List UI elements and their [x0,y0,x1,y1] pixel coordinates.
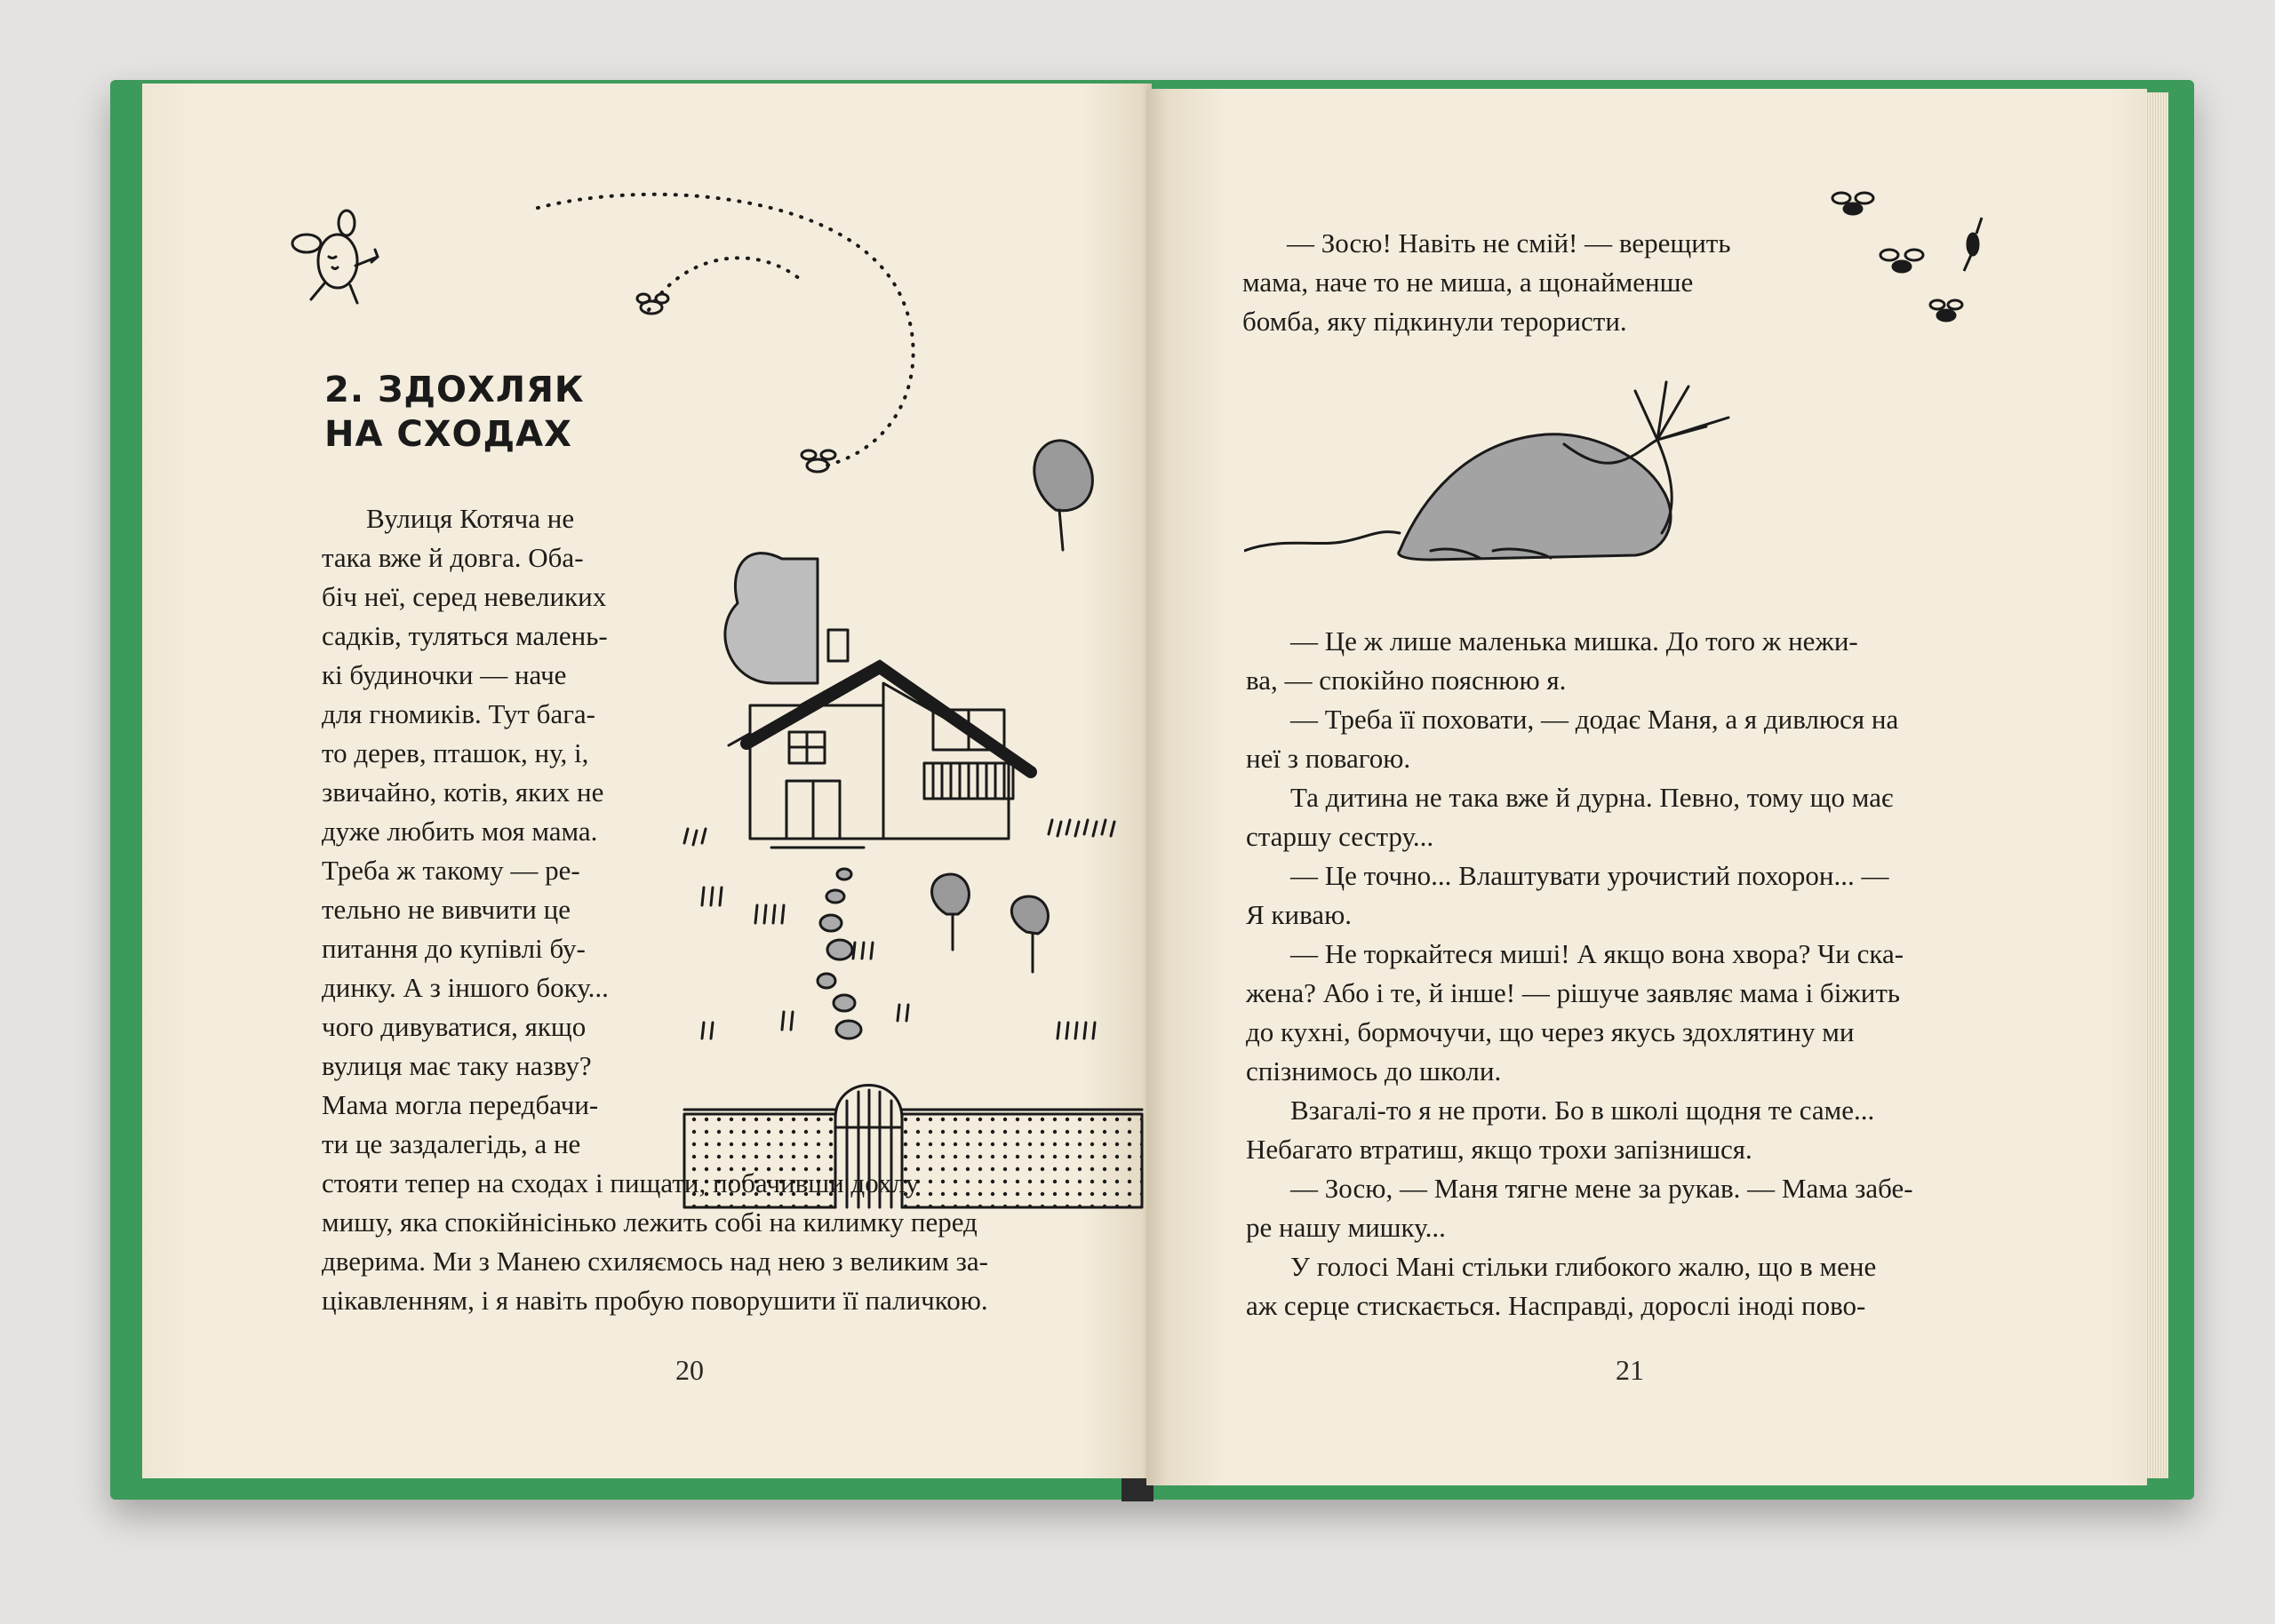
page-number-left: 20 [675,1354,704,1386]
text-line: старшу сестру... [1246,821,1434,852]
text-line: — Це ж лише маленька мишка. До того ж нежи- [1290,625,1858,657]
text-line: бомба, яку підкинули терористи. [1242,306,1627,337]
text-line: дверима. Ми з Манею схиляємось над нею з великим за- [322,1246,988,1277]
dialogue-top [1242,224,1820,341]
text-line: Треба ж такому — ре- [322,855,580,886]
right-page [1146,89,2147,1485]
left-page [142,84,1152,1478]
text-line: то дерев, пташок, ну, і, [322,737,589,768]
text-line: — Зосю, — Маня тягне мене за рукав. — Мама забе- [1290,1173,1913,1204]
page-number-right: 21 [1616,1354,1644,1386]
text-line: спізнимось до школи. [1246,1055,1502,1087]
text-line: — Зосю! Навіть не смій! — верещить [1287,227,1731,259]
text-line: ти це заздалегідь, а не [322,1128,581,1159]
text-line: динку. А з іншого боку... [322,972,609,1003]
dialogue-main [1246,622,2000,1325]
text-line: — Це точно... Влаштувати урочистий похорон... — [1290,860,1889,891]
text-line: вулиця має таку назву? [322,1050,592,1081]
chapter-title-line-2: НА СХОДАХ [324,414,572,455]
cartoon-mouse-illustration [275,203,382,319]
text-line: — Не торкайтеся миші! А якщо вона хвора? Чи ска- [1290,938,1904,969]
text-line: Взагалі-то я не проти. Бо в школі щодня те саме... [1290,1095,1875,1126]
text-line: мама, наче то не миша, а щонайменше [1242,267,1694,298]
text-line: цікавленням, і я навіть пробую поворушити її паличкою. [322,1285,988,1316]
text-line: аж серце стискається. Насправді, дорослі іноді пово- [1246,1290,1866,1321]
text-line: питання до купівлі бу- [322,933,586,964]
text-line: Вулиця Котяча не [366,503,575,534]
text-line: така вже й довга. Оба- [322,542,584,573]
page-edges [2145,92,2168,1478]
text-line: Небагато втратиш, якщо трохи запізнишся. [1246,1134,1752,1165]
text-line: біч неї, серед невеликих [322,581,607,612]
text-line: — Треба її поховати, — додає Маня, а я дивлюся на [1290,704,1899,735]
chapter-title-line-1: 2. ЗДОХЛЯК [324,370,585,410]
text-line: садків, туляться малень- [322,620,608,651]
text-line: У голосі Мані стільки глибокого жалю, що в мене [1290,1251,1877,1282]
dead-mouse-illustration [1244,373,1795,577]
text-line: Та дитина не така вже й дурна. Певно, тому що має [1290,782,1894,813]
text-line: ре нашу мишку... [1246,1212,1446,1243]
text-line: неї з повагою. [1246,743,1411,774]
text-line: Я киваю. [1246,899,1352,930]
text-line: жена? Або і те, й інше! — рішуче заявляє мама і біжить [1246,977,1901,1008]
chapter-narrow-column [322,499,642,1164]
text-line: звичайно, котів, яких не [322,776,604,808]
text-line: Мама могла передбачи- [322,1089,599,1120]
text-line: ва, — спокійно пояснюю я. [1246,665,1567,696]
text-line: дуже любить моя мама. [322,816,598,847]
chapter-wide-column [322,1164,1074,1320]
text-line: мишу, яка спокійнісінько лежить собі на килимку перед [322,1206,978,1238]
house-garden-illustration [675,417,1152,1216]
flies-illustration [1813,182,2035,369]
text-line: стояти тепер на сходах і пищати, побачивши дохлу [322,1167,920,1198]
text-line: до кухні, бормочучи, що через якусь здохлятину ми [1246,1016,1855,1047]
text-line: чого дивуватися, якщо [322,1011,587,1042]
text-line: тельно не вивчити це [322,894,571,925]
text-line: кі будиночки — наче [322,659,567,690]
text-line: для гномиків. Тут бага- [322,698,596,729]
